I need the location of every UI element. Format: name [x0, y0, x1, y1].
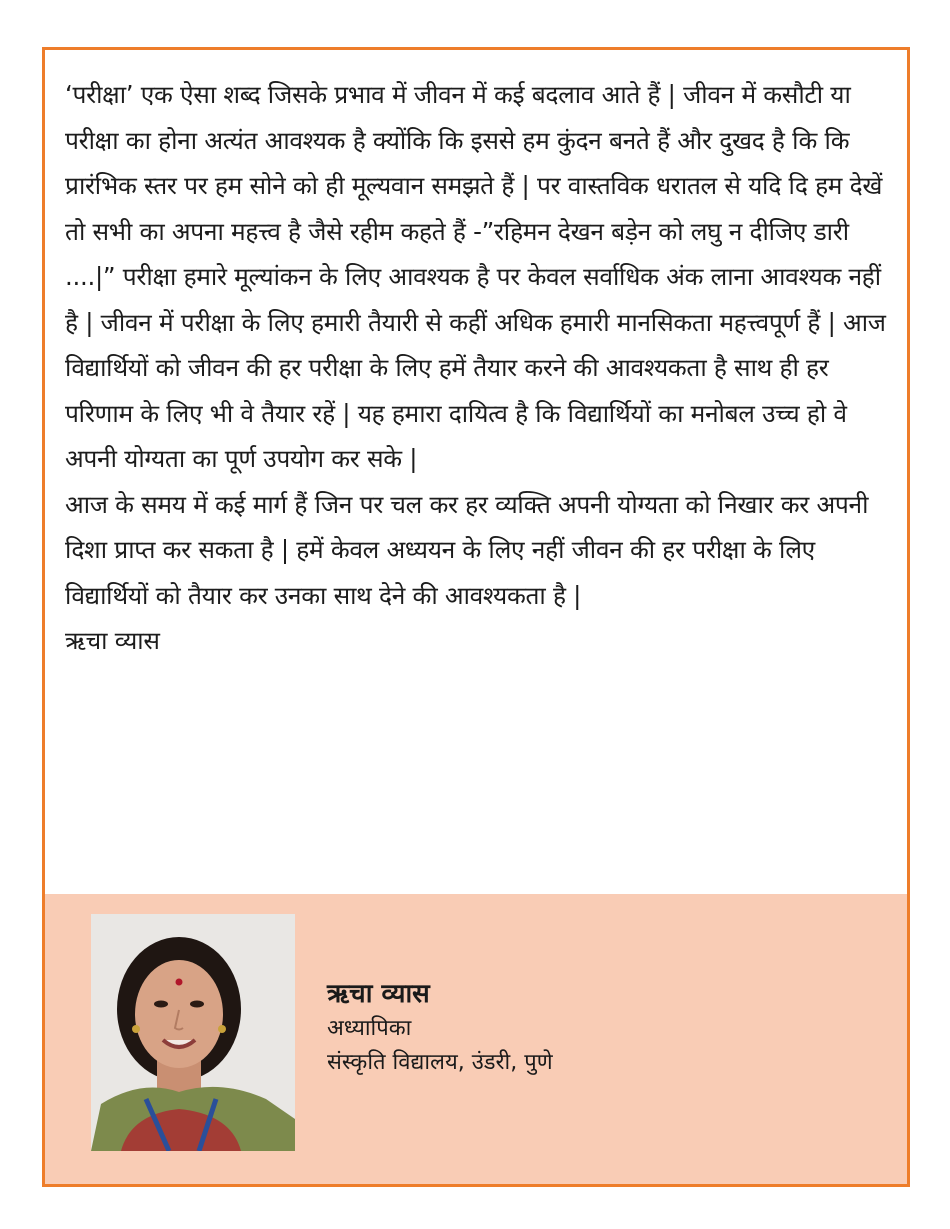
- author-bio: [327, 976, 553, 1080]
- author-name: ऋचा व्यास: [327, 979, 430, 1009]
- article-paragraph-2: आज के समय में कई मार्ग हैं जिन पर चल कर हर व्यक्ति अपनी योग्यता को निखार कर अपनी दिशा प्राप्त कर सकता है | हमें केवल अध्ययन के लिए नहीं जीवन की हर परीक्षा के लिए विद्यार्थियों को तैयार कर उनका साथ देने की आवश्यकता है |: [65, 489, 869, 610]
- author-photo: [91, 914, 295, 1151]
- author-role: अध्यापिका: [327, 1016, 412, 1041]
- article-paragraph-1: ‘परीक्षा’ एक ऐसा शब्द जिसके प्रभाव में जीवन में कई बदलाव आते हैं | जीवन में कसौटी या परीक्षा का होना अत्यंत आवश्यक है क्योंकि कि इससे हम कुंदन बनते हैं और दुखद है कि कि प्रारंभिक स्तर पर हम सोने को ही मूल्यवान समझते हैं | पर वास्तविक धरातल से यदि दि हम देखें तो सभी का अपना महत्त्व है जैसे रहीम कहते हैं -”रहिमन देखन बड़ेन को लघु न दीजिए डारी ....|” परीक्षा हमारे मूल्यांकन के लिए आवश्यक है पर केवल सर्वाधिक अंक लाना आवश्यक नहीं है | जीवन में परीक्षा के लिए हमारी तैयारी से कहीं अधिक हमारी मानसिकता महत्त्वपूर्ण हैं | आज विद्यार्थियों को जीवन की हर परीक्षा के लिए हमें तैयार करने की आवश्यकता है साथ ही हर परिणाम के लिए भी वे तैयार रहें | यह हमारा दायित्व है कि विद्यार्थियों का मनोबल उच्च हो वे अपनी योग्यता का पूर्ण उपयोग कर सके |: [65, 80, 886, 473]
- article-card: [42, 47, 910, 1187]
- author-school: संस्कृति विद्यालय, उंडरी, पुणे: [327, 1050, 553, 1075]
- article-signature: ऋचा व्यास: [65, 626, 160, 655]
- author-footer: [45, 894, 907, 1184]
- article-body: [65, 72, 890, 664]
